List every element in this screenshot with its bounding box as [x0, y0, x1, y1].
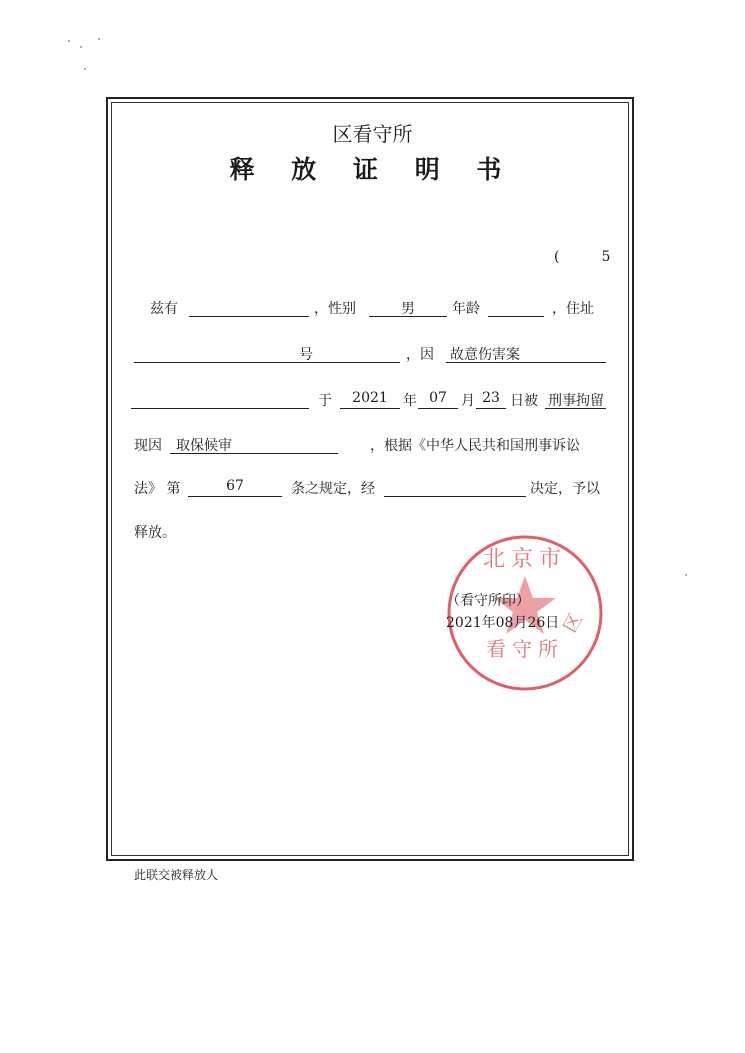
- scan-speck: [80, 46, 82, 48]
- seal-caption: （看守所印）: [446, 593, 530, 609]
- issue-date: 2021年08月26日: [446, 615, 560, 631]
- gender-value: 男: [401, 301, 415, 317]
- decision-field-line: [384, 496, 526, 497]
- article-label: 条之规定，经: [291, 481, 375, 497]
- seal-side-text: 区: [559, 610, 586, 636]
- now-label: 现因: [134, 438, 162, 454]
- name-field-line: [189, 316, 309, 317]
- scan-speck: [98, 38, 100, 40]
- office-name: 区看守所: [332, 122, 413, 146]
- gender-label: ，性别: [314, 301, 356, 317]
- address-label: ，住址: [552, 301, 594, 317]
- detention-day: 23: [482, 390, 500, 406]
- decision-text: 决定，予以: [530, 481, 600, 497]
- intro-label: 兹有: [150, 301, 178, 317]
- scan-speck: [84, 68, 86, 70]
- detention-year: 2021: [352, 390, 388, 406]
- day-field-line: [476, 408, 506, 409]
- address-field-line: [134, 362, 400, 363]
- detention-month: 07: [429, 390, 447, 406]
- age-field-line: [488, 316, 544, 317]
- article-number: 67: [226, 478, 244, 494]
- age-label: 年龄: [452, 301, 480, 317]
- on-label: 于: [318, 393, 332, 409]
- detention-measure: 刑事拘留: [548, 393, 604, 409]
- year-field-line: [340, 408, 400, 409]
- seal-top-text: 北京市: [482, 546, 568, 571]
- legal-basis-text: ，根据《中华人民共和国刑事诉讼: [370, 438, 580, 454]
- document-title: 释 放 证 明 书: [229, 155, 516, 184]
- month-field-line: [418, 408, 458, 409]
- month-label: 月: [461, 393, 475, 409]
- article-field-line: [188, 496, 282, 497]
- reason-label: ，因: [406, 347, 434, 363]
- document-number: ( 5: [554, 249, 611, 265]
- scan-speck: [68, 40, 70, 42]
- case-value: 故意伤害案: [450, 347, 520, 363]
- footer-note: 此联交被释放人: [134, 868, 219, 882]
- scan-speck: [685, 574, 687, 576]
- seal-bottom-text: 看守所: [486, 639, 564, 661]
- address-suffix: 号: [299, 347, 313, 363]
- release-text: 释放。: [134, 525, 176, 541]
- year-label: 年: [403, 393, 417, 409]
- release-reason: 取保候审: [176, 438, 232, 454]
- day-label: 日被: [510, 393, 538, 409]
- law-label: 法》 第: [134, 481, 181, 497]
- date-prefix-line: [131, 408, 309, 409]
